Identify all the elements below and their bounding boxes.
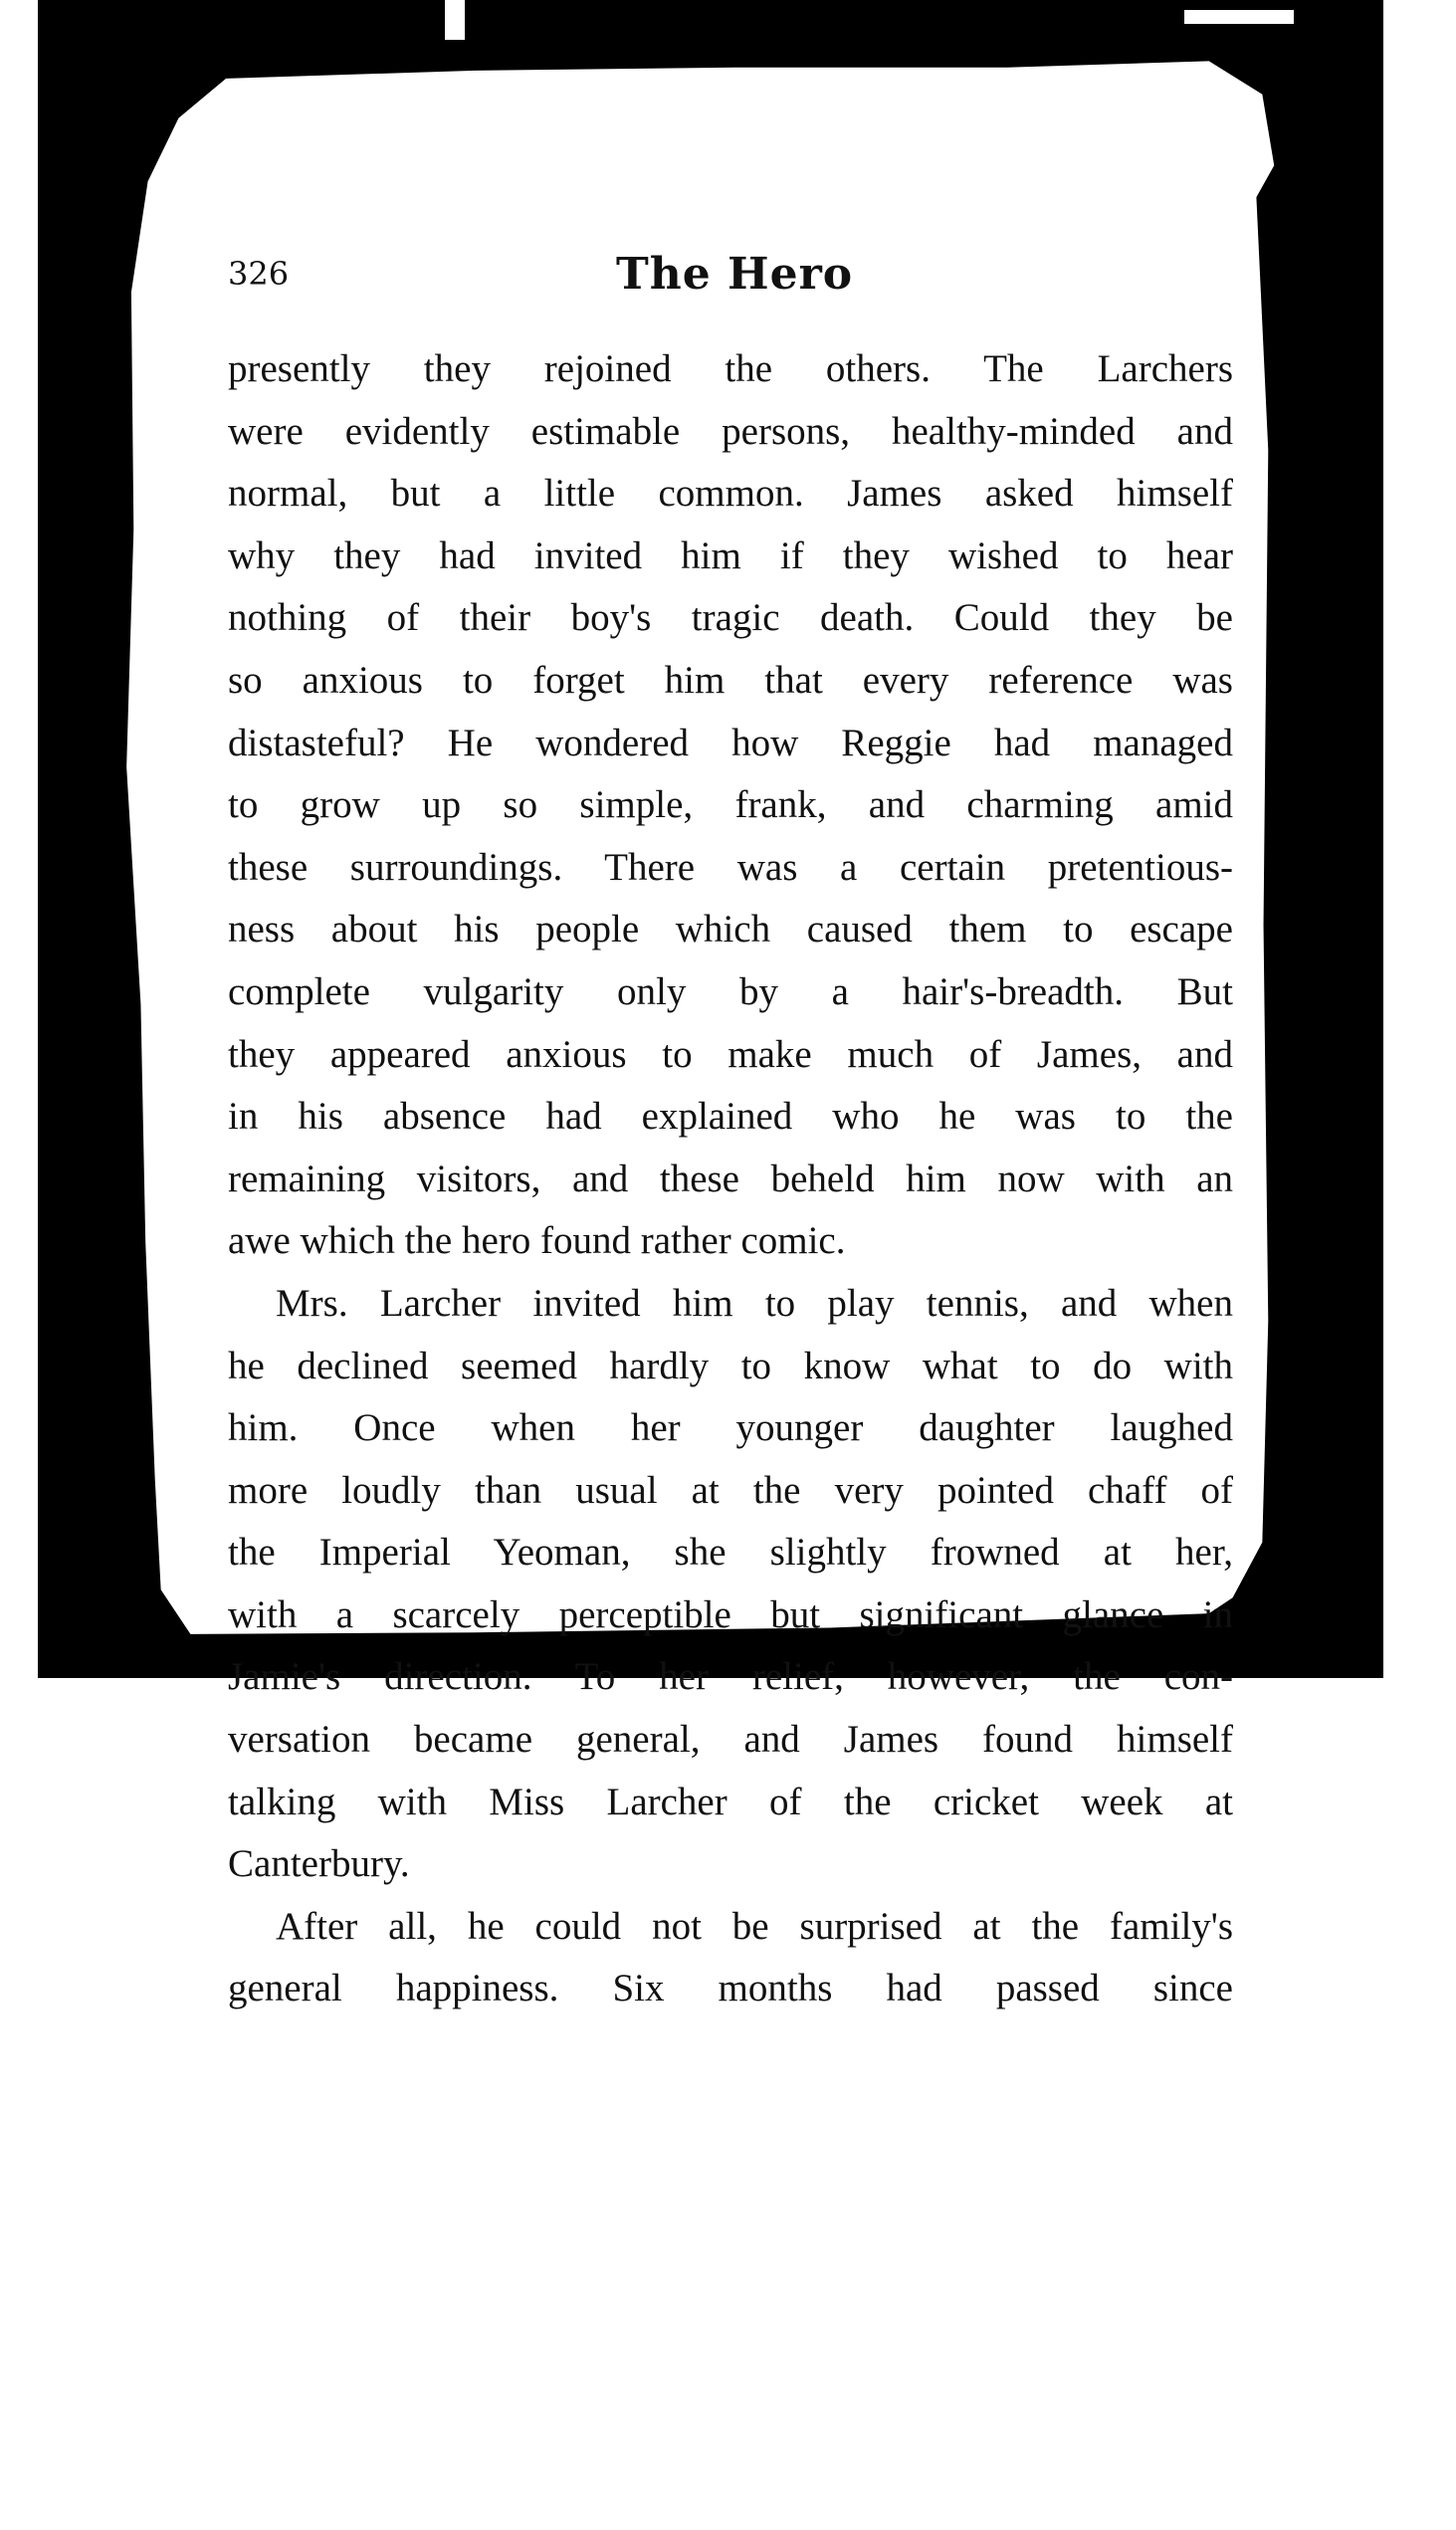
text-line: complete vulgarity only by a hair's-breadth. But bbox=[228, 969, 1233, 1013]
running-head bbox=[228, 249, 1223, 309]
text-line: presently they rejoined the others. The Larchers bbox=[228, 347, 1233, 390]
text-line: Jamie's direction. To her relief, however, the con- bbox=[228, 1655, 1233, 1699]
paragraph bbox=[228, 338, 1233, 1273]
text-line: After all, he could not be surprised at the family's bbox=[276, 1904, 1233, 1948]
text-line: they appeared anxious to make much of James, and bbox=[228, 1032, 1233, 1076]
text-line: were evidently estimable persons, healthy-minded and bbox=[228, 409, 1233, 453]
text-line: he declined seemed hardly to know what to do with bbox=[228, 1344, 1233, 1387]
text-line: awe which the hero found rather comic. bbox=[228, 1219, 846, 1263]
text-line: why they had invited him if they wished to hear bbox=[228, 533, 1233, 577]
text-line: the Imperial Yeoman, she slightly frowned at her, bbox=[228, 1531, 1233, 1575]
text-line: general happiness. Six months had passed since bbox=[228, 1967, 1233, 2010]
text-line: more loudly than usual at the very pointed chaff of bbox=[228, 1468, 1233, 1512]
text-line: versation became general, and James found himself bbox=[228, 1718, 1233, 1762]
text-line: with a scarcely perceptible but significant glance in bbox=[228, 1592, 1233, 1636]
running-title: The Hero bbox=[616, 249, 854, 300]
text-line: to grow up so simple, frank, and charming amid bbox=[228, 783, 1233, 827]
scan-edge-notch-right bbox=[1184, 10, 1294, 24]
paragraph bbox=[228, 1896, 1233, 2020]
text-line: him. Once when her younger daughter laughed bbox=[228, 1406, 1233, 1450]
text-line: distasteful? He wondered how Reggie had managed bbox=[228, 721, 1233, 764]
body-text bbox=[228, 338, 1233, 2020]
text-line: ness about his people which caused them to escape bbox=[228, 908, 1233, 951]
text-line: Canterbury. bbox=[228, 1842, 410, 1886]
text-line: nothing of their boy's tragic death. Could they be bbox=[228, 596, 1233, 640]
text-line: talking with Miss Larcher of the cricket week at bbox=[228, 1780, 1233, 1823]
paragraph bbox=[228, 1273, 1233, 1896]
text-line: in his absence had explained who he was to the bbox=[228, 1095, 1233, 1139]
text-line: so anxious to forget him that every reference was bbox=[228, 658, 1233, 702]
text-line: remaining visitors, and these beheld him now with an bbox=[228, 1157, 1233, 1200]
text-line: these surroundings. There was a certain pretentious- bbox=[228, 845, 1233, 889]
scan-edge-notch bbox=[445, 0, 465, 40]
page-number: 326 bbox=[228, 255, 290, 293]
text-line: Mrs. Larcher invited him to play tennis, and when bbox=[276, 1281, 1233, 1325]
text-line: normal, but a little common. James asked himself bbox=[228, 472, 1233, 516]
